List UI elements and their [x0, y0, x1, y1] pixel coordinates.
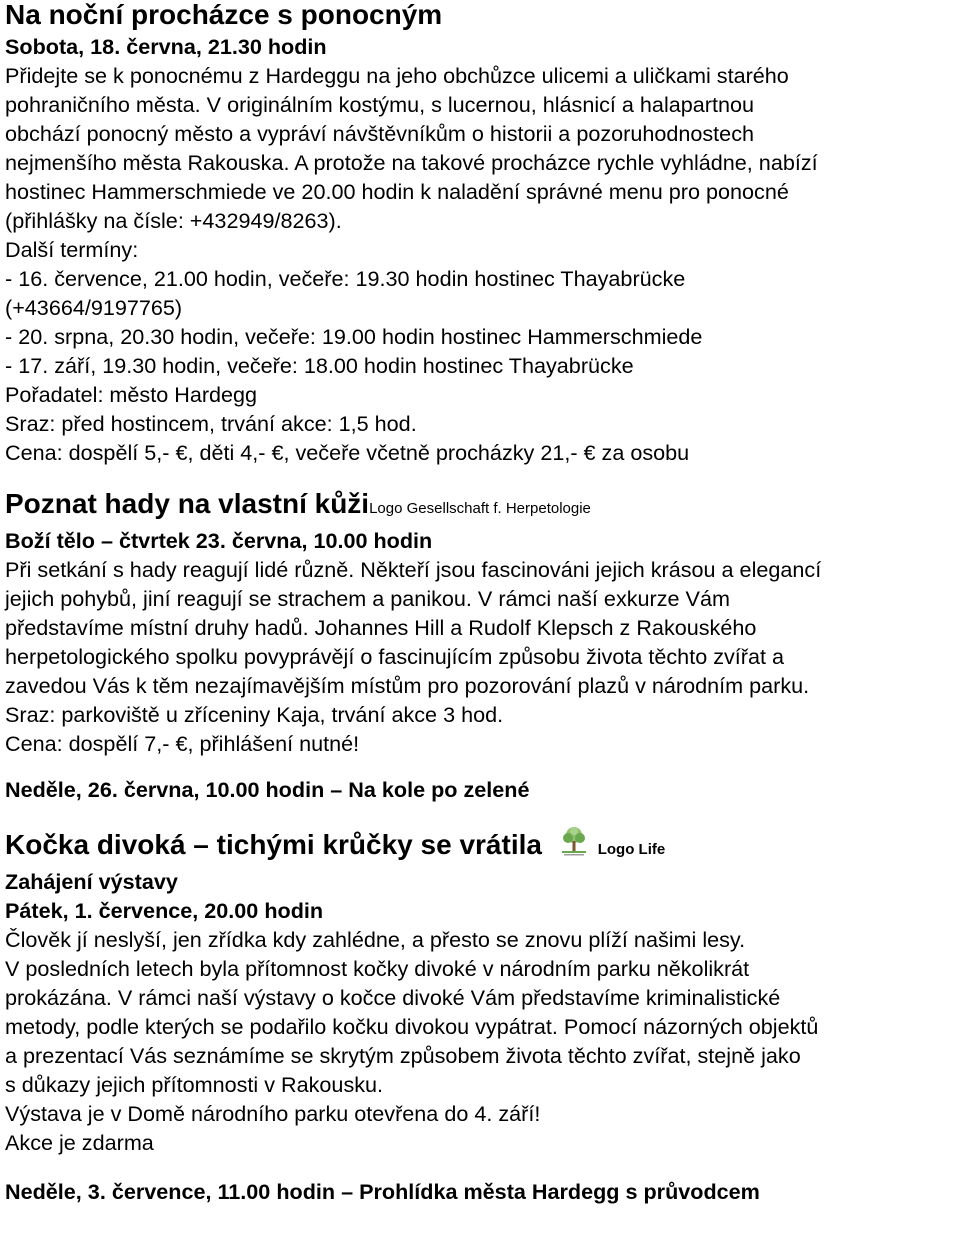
text-line: Přidejte se k ponocnému z Hardeggu na jeho obchůzce ulicemi a uličkami starého: [5, 63, 789, 88]
text-line: Cena: dospělí 5,- €, děti 4,- €, večeře včetně procházky 21,- € za osobu: [5, 440, 690, 465]
text-line: Pořadatel: město Hardegg: [5, 382, 258, 407]
text-line: - 20. srpna, 20.30 hodin, večeře: 19.00 hodin hostinec Hammerschmiede: [5, 324, 703, 349]
document-page: [5, 0, 955, 1206]
text-line: - 16. července, 21.00 hodin, večeře: 19.30 hodin hostinec Thayabrücke: [5, 266, 686, 291]
event-cycling: [5, 775, 955, 804]
event-subtitle: Zahájení výstavy: [5, 869, 178, 894]
text-line: V posledních letech byla přítomnost kočky divoké v národním parku několikrát: [5, 956, 750, 981]
text-line: jejich pohybů, jiní reagují se strachem a panikou. V rámci naší exkurze Vám: [5, 586, 730, 611]
text-line: Akce je zdarma: [5, 1130, 154, 1155]
text-line: Sraz: parkoviště u zříceniny Kaja, trvání akce 3 hod.: [5, 702, 504, 727]
text-line: - 17. září, 19.30 hodin, večeře: 18.00 hodin hostinec Thayabrücke: [5, 353, 634, 378]
event-description: [5, 555, 955, 758]
event-title: Na noční procházce s ponocným: [5, 0, 443, 30]
event-heading: Neděle, 3. července, 11.00 hodin – Prohlídka města Hardegg s průvodcem: [5, 1179, 760, 1204]
event-title: [5, 487, 955, 526]
event-town-tour: [5, 1177, 955, 1206]
event-heading: Neděle, 26. června, 10.00 hodin – Na kole po zelené: [5, 777, 530, 802]
text-line: obchází ponocný město a vypráví návštěvníkům o historii a pozoruhodnostech: [5, 121, 755, 146]
text-line: Další termíny:: [5, 237, 139, 262]
event-snakes: [5, 487, 955, 758]
tree-logo-icon: [556, 824, 592, 860]
logo-placeholder-text: Logo Life: [597, 841, 666, 858]
event-datetime: Sobota, 18. června, 21.30 hodin: [5, 34, 327, 59]
text-line: Cena: dospělí 7,- €, přihlášení nutné!: [5, 731, 360, 756]
text-line: (+43664/9197765): [5, 295, 183, 320]
event-datetime: Boží tělo – čtvrtek 23. června, 10.00 hodin: [5, 528, 433, 553]
event-night-watchman: [5, 0, 955, 467]
text-line: nejmenšího města Rakouska. A protože na takové procházce rychle vyhládne, nabízí: [5, 150, 818, 175]
text-line: a prezentací Vás seznámíme se skrytým způsobem života těchto zvířat, stejně jako: [5, 1043, 801, 1068]
text-line: hostinec Hammerschmiede ve 20.00 hodin k naladění správné menu pro ponocné: [5, 179, 789, 204]
text-line: Při setkání s hady reagují lidé různě. Někteří jsou fascinováni jejich krásou a elegancí: [5, 557, 822, 582]
event-title-text: Kočka divoká – tichými krůčky se vrátila: [5, 829, 542, 860]
text-line: prokázána. V rámci naší výstavy o kočce divoké Vám představíme kriminalistické: [5, 985, 781, 1010]
text-line: metody, podle kterých se podařilo kočku divokou vypátrat. Pomocí názorných objektů: [5, 1014, 819, 1039]
event-description: [5, 925, 955, 1157]
event-wildcat: [5, 824, 955, 1157]
text-line: Sraz: před hostincem, trvání akce: 1,5 hod.: [5, 411, 417, 436]
text-line: s důkazy jejich přítomnosti v Rakousku.: [5, 1072, 384, 1097]
logo-placeholder-text: Logo Gesellschaft f. Herpetologie: [369, 500, 591, 517]
text-line: herpetologického spolku povyprávějí o fascinujícím způsobu života těchto zvířat a: [5, 644, 784, 669]
event-title-text: Poznat hady na vlastní kůži: [5, 488, 370, 519]
event-description: [5, 61, 955, 467]
text-line: zavedou Vás k těm nezajímavějším místům pro pozorování plazů v národním parku.: [5, 673, 810, 698]
text-line: představíme místní druhy hadů. Johannes Hill a Rudolf Klepsch z Rakouského: [5, 615, 757, 640]
text-line: Výstava je v Domě národního parku otevřena do 4. září!: [5, 1101, 541, 1126]
text-line: pohraničního města. V originálním kostýmu, s lucernou, hlásnicí a halapartnou: [5, 92, 754, 117]
text-line: (přihlášky na čísle: +432949/8263).: [5, 208, 342, 233]
event-title: [5, 824, 955, 867]
event-datetime: Pátek, 1. července, 20.00 hodin: [5, 898, 324, 923]
text-line: Člověk jí neslyší, jen zřídka kdy zahlédne, a přesto se znovu plíží našimi lesy.: [5, 927, 746, 952]
